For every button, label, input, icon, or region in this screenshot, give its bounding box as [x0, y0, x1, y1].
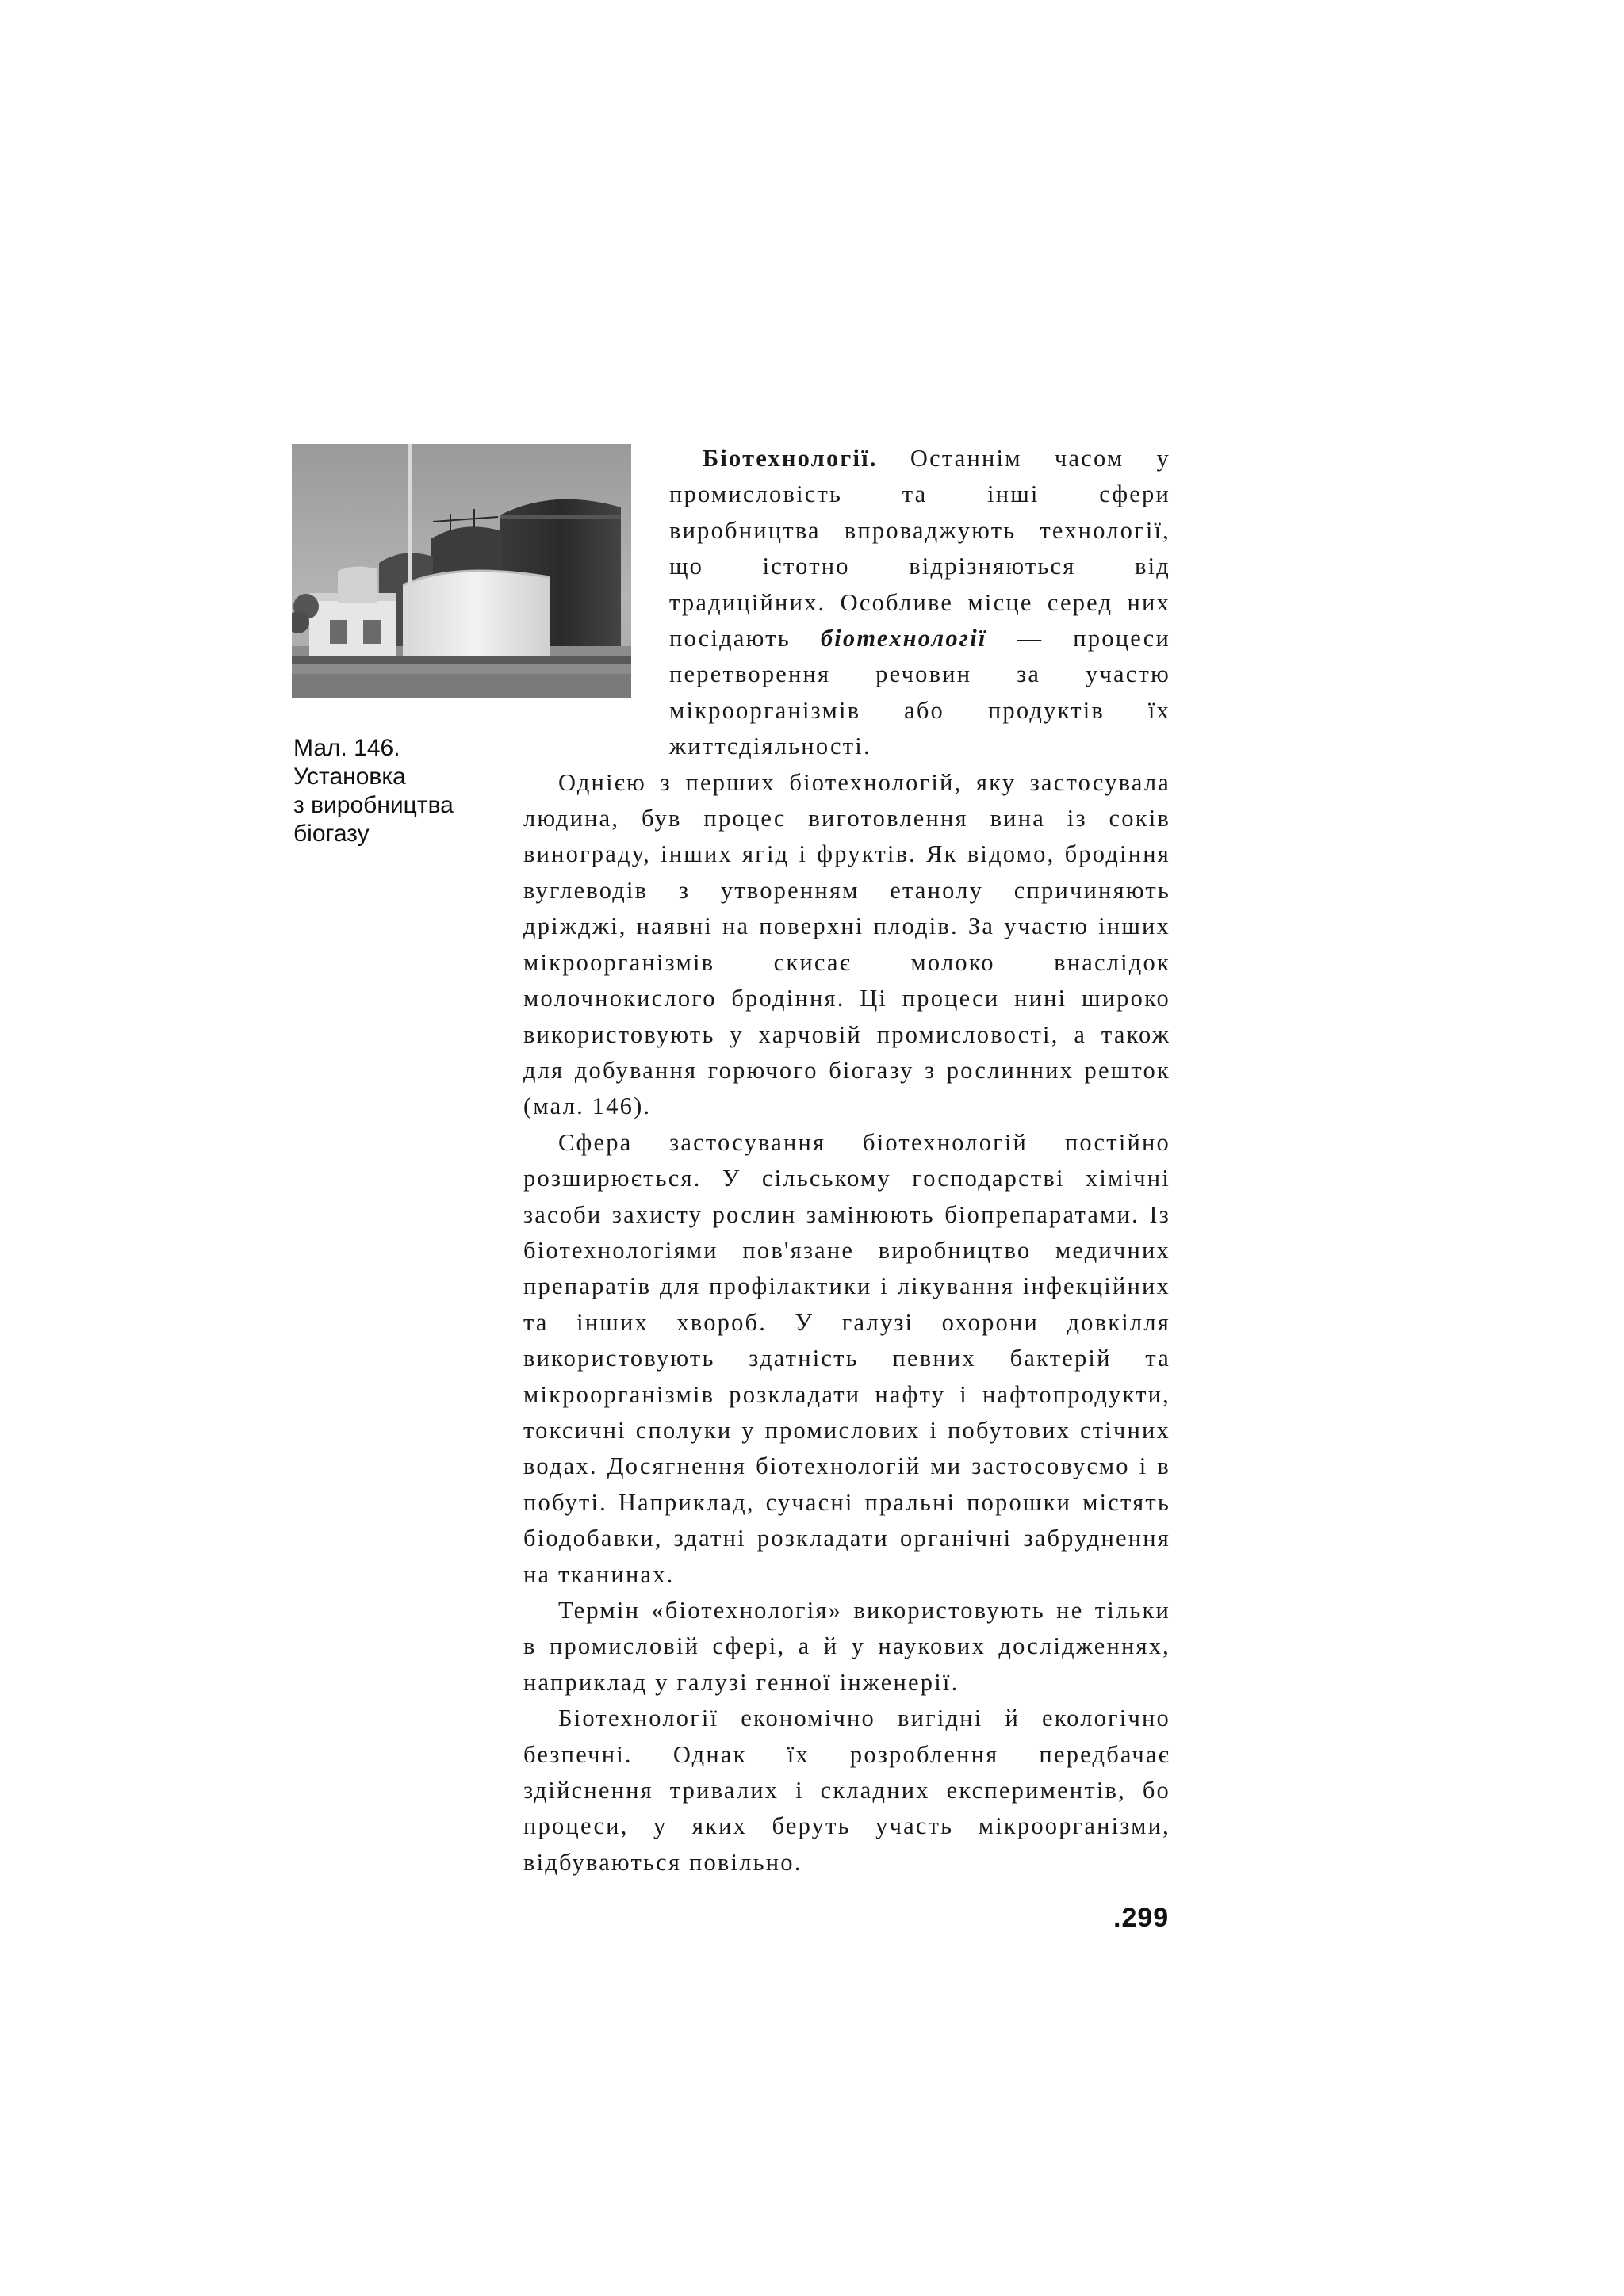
- paragraph-conclusion: Біотехнології економічно вигідні й екологічно безпечні. Однак їх розроблення передбачає здійснення тривалих і складних експериментів, бо процеси, у яких беруть участь мікроорганізми, відбуваються повільно.: [523, 1705, 1170, 1876]
- caption-line: біогазу: [293, 821, 370, 847]
- figure-caption: [293, 734, 500, 848]
- key-term: біотехнології: [820, 625, 987, 652]
- paragraph-applications: Сфера застосування біотехнологій постійно розширюється. У сільському господарстві хімічні засоби захисту рослин замінюють біопрепаратами. Із біотехнологіями пов'язане виробництво медичних препаратів для профілактики і лікування інфекційних та інших хвороб. У галузі охорони довкілля використовують здатність певних бактерій та мікроорганізмів розкладати нафту і нафтопродукти, токсичні сполуки у промислових і побутових стічних водах. Досягнення біотехнологій ми застосовуємо і в побуті. Наприклад, сучасні пральні порошки містять біодобавки, здатні розкладати органічні забруднення на тканинах.: [523, 1128, 1170, 1588]
- body-text: [523, 441, 1170, 1881]
- caption-figure-number: Мал. 146.: [293, 735, 400, 761]
- paragraph-biotechnology-intro: [669, 441, 1170, 765]
- paragraph-history: Однією з перших біотехнологій, яку застосувала людина, був процес виготовлення вина із соків винограду, інших ягід і фруктів. Як відомо, бродіння вуглеводів з утворенням етанолу спричиняють дріжджі, наявні на поверхні плодів. За участю інших мікроорганізмів скисає молоко внаслідок молочнокислого бродіння. Ці процеси нині широко використовують у харчовій промисловості, а також для добування горючого біогазу з рослинних решток (мал. 146).: [523, 768, 1170, 1120]
- caption-line: з виробництва: [293, 792, 454, 818]
- caption-line: Установка: [293, 763, 406, 790]
- paragraph-text: Останнім часом у промисловість та інші сфери виробництва впроваджують технології, що істотно відрізняються від традиційних. Особливе місце серед них посідають: [669, 445, 1170, 652]
- page-number: .299: [1113, 1903, 1170, 1933]
- section-heading: Біотехнології.: [703, 445, 878, 472]
- paragraph-text: — процеси перетворення речовин за участю мікроорганізмів або продуктів їх життєдіяльності.: [669, 625, 1170, 760]
- paragraph-term: Термін «біотехнологія» використовують не тільки в промисловій сфері, а й у наукових дослідженнях, наприклад у галузі генної інженерії.: [523, 1597, 1170, 1696]
